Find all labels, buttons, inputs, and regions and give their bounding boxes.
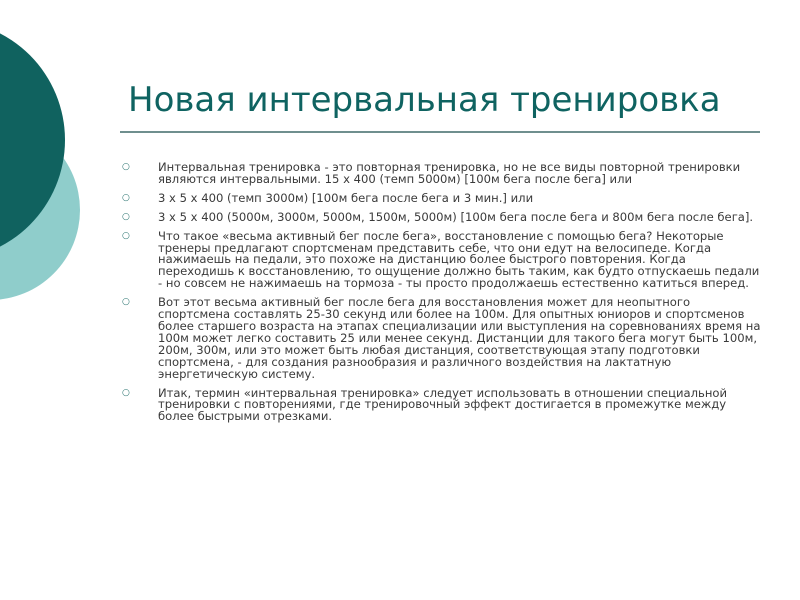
- bullet-circle-icon: ○: [122, 162, 130, 172]
- bullet-list: [122, 162, 762, 423]
- bullet-text: 3 х 5 х 400 (темп 3000м) [100м бега после бега и 3 мин.] или: [158, 190, 534, 205]
- bullet-item: [122, 190, 762, 205]
- bullet-item: [122, 385, 762, 424]
- bullet-circle-icon: ○: [122, 387, 130, 398]
- bullet-text: Итак, термин «интервальная тренировка» следует использовать в отношении специальной тренировки с повторениями, где тренировочный эффект достигается в промежутке между более быстрыми отрезками.: [158, 385, 728, 424]
- bullet-circle-icon: ○: [122, 297, 130, 308]
- bullet-item: [122, 209, 762, 224]
- bullet-item: [122, 297, 762, 380]
- bullet-item: [122, 162, 762, 186]
- bullet-text: Интервальная тренировка - это повторная тренировка, но не все виды повторной тренировки являются интервальными. 15 х 400 (темп 5000м) [100м бега после бега] или: [158, 160, 741, 186]
- bullet-circle-icon: ○: [122, 230, 130, 241]
- bullet-text: Что такое «весьма активный бег после бега», восстановление с помощью бега? Некоторые тренеры предлагают спортсменам представить себе, что они едут на велосипеде. Когда нажимаешь на педали, это похоже на дистанцию более быстрого повторения. Когда переходишь к восстановлению, то ощущение должно быть таким, как будто отпускаешь педали - но совсем не нажимаешь на тормоза - ты просто продолжаешь естественно катиться вперед.: [158, 228, 760, 291]
- bullet-circle-icon: ○: [122, 211, 130, 222]
- bullet-item: [122, 228, 762, 291]
- bullet-text: Вот этот весьма активный бег после бега для восстановления может для неопытного спортсмена составлять 25-30 секунд или более на 100м. Для опытных юниоров и спортсменов более старшего возраста на этапах специализации или выступления на соревнованиях время на 100м может легко составить 25 или менее секунд. Дистанции для такого бега могут быть 100м, 200м, 300м, или это может быть любая дистанция, соответствующая этапу подготовки спортсмена, - для создания разнообразия и различного воздействия на лактатную энергетическую систему.: [158, 295, 761, 381]
- slide-title: Новая интервальная тренировка: [128, 80, 721, 120]
- decorative-circles: [0, 0, 140, 320]
- title-divider: [120, 131, 760, 133]
- bullet-text: 3 х 5 х 400 (5000м, 3000м, 5000м, 1500м, 5000м) [100м бега после бега и 800м бега после бега].: [158, 209, 754, 224]
- bullet-circle-icon: ○: [122, 192, 130, 203]
